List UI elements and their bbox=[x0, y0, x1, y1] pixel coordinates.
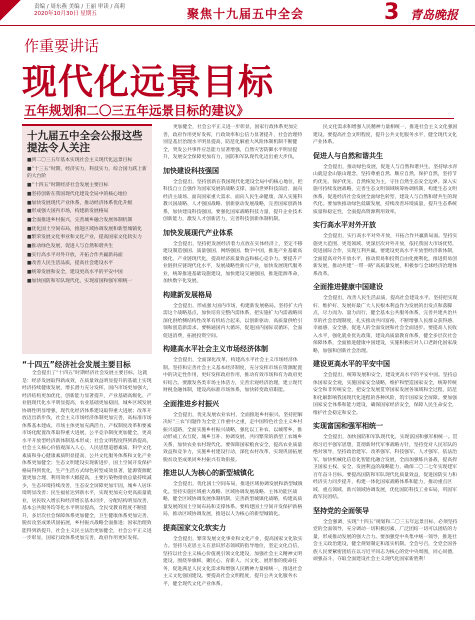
highlight-item: ■改善人民生活品质，提高社会建设水平 bbox=[27, 261, 114, 267]
highlight-item: ■到二〇三五年基本实现社会主义现代化远景目标 bbox=[27, 158, 133, 163]
header-decoration bbox=[0, 0, 26, 26]
paragraph: 全会提出，改善人民生活品质，提高社会建设水平。坚持把实现好、维护好、发展好最广大人民根本利益作为发展的出发点和落脚点，尽力而为、量力而行，健全基本公共服务体系，完善共建共治共享的社会治理制度，扎实推动共同富裕，不断增强人民群众获得感、幸福感、安全感，促进人的全面发展和社会全面进步。要提高人民收入水平，强化就业优先政策，建设高质量教育体系，健全多层次社会保障体系，全面推进健康中国建设，实施积极应对人口老龄化国家战略，加强和创新社会治理。 bbox=[313, 296, 458, 354]
section-heading: 建设更高水平的平安中国 bbox=[313, 360, 390, 368]
paragraph: 全会提出了“十四五”时期经济社会发展主要目标，这就是：经济发展取得新成效，在质量效益明显提升的基础上实现经济持续健康发展，增长潜力充分发挥，国内市场更加强大，经济结构更加优化，创新能力显著提升，产业基础高级化、产业链现代化水平明显提高，农业基础更加稳固，城乡区域发展协调性明显增强，现代化经济体系建设取得重大进展；改革开放迈出新步伐，社会主义市场经济体制更加完善，高标准市场体系基本建成，市场主体更加充满活力，产权制度改革和要素市场化配置改革取得重大进展，公平竞争制度更加健全，更高水平开放型经济新体制基本形成；社会文明程度得到新提高，社会主义核心价值观深入人心，人民思想道德素质、科学文化素质和身心健康素质明显提高，公共文化服务体系和文化产业体系更加健全；生态文明建设实现新进步，国土空间开发保护格局得到优化，生产生活方式绿色转型成效显著，能源资源配置更加合理、利用效率大幅提高，主要污染物排放总量持续减少，生态环境持续改善，生态安全屏障更加牢固，城乡人居环境明显改善；民生福祉达到新水平，实现更加充分更高质量就业，居民收入增长和经济增长基本同步，分配结构明显改善，基本公共服务均等化水平明显提高，全民受教育程度不断提升，多层次社会保障体系更加健全，卫生健康体系更加完善，脱贫攻坚成果巩固拓展，乡村振兴战略全面推进；国家治理效能得到新提升，社会主义民主法治更加健全，社会公平正义进一步彰显，国家行政体系更加完善，政府作用更好发挥。 bbox=[22, 371, 152, 541]
highlight-item: ■形成强大国内市场，构建新发展格局 bbox=[27, 209, 109, 215]
paragraph: 全会提出，统筹发展和安全，建设更高水平的平安中国。坚持总体国家安全观，实施国家安全战略，维护和塑造国家安全，统筹传统安全和非传统安全，把安全发展贯穿国家发展各领域和全过程，防范和化解影响我国现代化进程的各种风险，筑牢国家安全屏障。要加强国家安全体系和能力建设，确保国家经济安全，保障人民生命安全，维护社会稳定和安全。 bbox=[313, 373, 458, 416]
headline-rule bbox=[24, 118, 454, 119]
headline: 现代化远景目标 bbox=[22, 63, 275, 103]
header-meta bbox=[34, 4, 125, 18]
paragraph: 全会提出，坚持把发展经济着力点放在实体经济上，坚定不移建设制造强国、质量强国、网络强国、数字中国，推进产业基础高级化、产业链现代化，提高经济质量效益和核心竞争力。要提升产业链供应链现代化水平，发展战略性新兴产业，加快发展现代服务业，统筹推进基础设施建设，加快建设交通强国，推进能源革命，加快数字化发展。 bbox=[163, 241, 303, 284]
section-heading: 全面推进乡村振兴 bbox=[163, 399, 219, 408]
column-2-sections bbox=[163, 166, 303, 589]
highlight-item: ■优化国土空间布局，推进区域协调发展和新型城镇化 bbox=[27, 226, 142, 232]
section-heading: 全面推进健康中国建设 bbox=[313, 283, 383, 291]
editor-credits: 责编 / 周东燕 美编 / 王丽 审读 / 高莉 bbox=[34, 4, 126, 10]
highlights-box bbox=[22, 124, 152, 354]
paragraph: 更加健全，社会公平正义进一步彰显，国家行政体系更加完善，政府作用更好发挥，行政效率和公信力显著提升，社会治理特别是基层治理水平明显提高，防范化解重大风险体制机制不断健全，突发公共事件应急能力显著增强，自然灾害防御水平明显提升，发展安全保障更加有力，国防和军队现代化迈出重大步伐。 bbox=[163, 125, 303, 160]
headline-kicker: 作重要讲话 bbox=[24, 37, 100, 55]
section-title: 聚焦十九届五中全会 bbox=[187, 7, 305, 21]
paragraph: 民文化需求和增强人民精神力量相统一，推进社会主义文化强国建设。要提高社会文明程度，提升公共文化服务水平，健全现代文化产业体系。 bbox=[313, 125, 458, 145]
section-heading: 实行高水平对外开放 bbox=[313, 221, 376, 229]
newspaper-logo: 青岛晚报 bbox=[410, 8, 459, 22]
section-heading: 促进人与自然和谐共生 bbox=[313, 151, 383, 160]
section-heading: 加快发展现代产业体系 bbox=[163, 228, 233, 237]
section-heading: 坚持党的全面领导 bbox=[313, 506, 369, 515]
highlights-title: 十九届五中全会公报这些提法令人关注 bbox=[27, 130, 143, 154]
column-3-sections bbox=[313, 151, 458, 564]
section-heading-goals: “十四五”经济社会发展主要目标 bbox=[22, 360, 131, 369]
section-heading: 构建高水平社会主义市场经济体制 bbox=[163, 345, 268, 353]
highlight-item: ■实行高水平对外开放，开拓合作共赢新局面 bbox=[27, 252, 123, 258]
highlight-item: ■加快发展现代产业体系，推动经济体系优化升级 bbox=[27, 200, 133, 206]
page-number: 3 bbox=[384, 0, 400, 25]
highlight-item: ■推动绿色发展，促进人与自然和谐共生 bbox=[27, 244, 114, 250]
paragraph: 全会提出，实行高水平对外开放，开拓合作共赢新局面。坚持实施更大范围、更宽领域、更深层次对外开放，依托我国大市场优势，促进国际合作，实现互利共赢。要建设更高水平开放型经济新体制，全面提高对外开放水平，推动贸易和投资自由化便利化，推进贸易创新发展，推动共建“一带一路”高质量发展，积极参与全球经济治理体系改革。 bbox=[313, 234, 458, 277]
highlights-list bbox=[27, 157, 147, 286]
paragraph: 全会提出，推动绿色发展，促进人与自然和谐共生。坚持绿水青山就是金山银山理念，坚持尊重自然、顺应自然、保护自然，坚持节约优先、保护优先、自然恢复为主，守住自然生态安全边界。深入实施可持续发展战略，完善生态文明领域统筹协调机制，构建生态文明体系，促进经济社会发展全面绿色转型，建设人与自然和谐共生的现代化。要加快推动绿色低碳发展，持续改善环境质量，提升生态系统质量和稳定性，全面提高资源利用效率。 bbox=[313, 164, 458, 215]
column-3-body bbox=[313, 124, 458, 619]
highlight-item: ■“十三五”时期，经济实力、科技实力、综合国力跃上新的大台阶 bbox=[27, 166, 147, 180]
issue-date: 2020年10月30日 星期五 bbox=[34, 11, 97, 17]
subheadline: 五年规划和二〇三五年远景目标的建议》 bbox=[24, 103, 250, 118]
section-heading: 实现富国和强军相统一 bbox=[313, 422, 383, 430]
paragraph: 全会提出，全面深化改革，构建高水平社会主义市场经济体制。坚持和完善社会主义基本经济制度，充分发挥市场在资源配置中的决定性作用，更好发挥政府作用，推动有效市场和有为政府更好结合。要激发各类市场主体活力，完善宏观经济治理，建立现代财税金融体制，建设高标准市场体系，加快转变政府职能。 bbox=[163, 358, 303, 393]
paragraph: 全会强调，实现“十四五”规划和二〇三五年远景目标，必须坚持党的全面领导，充分调动一切积极因素，广泛团结一切可以团结的力量，形成推动发展的强大合力。要加强党中央集中统一领导，推进社会主义政治建设，健全规划制定和落实机制。全会号召，全党全国各族人民要紧密团结在以习近平同志为核心的党中央周围，同心同德，顽强奋斗，夺取全面建设社会主义现代化国家新胜利！ bbox=[313, 519, 458, 562]
highlight-item: ■全面推进乡村振兴，完善城乡融合发展体制机制 bbox=[27, 217, 133, 223]
section-heading: 构建新发展格局 bbox=[163, 290, 212, 299]
section-heading: 推进以人为核心的新型城镇化 bbox=[163, 469, 254, 477]
highlight-item: ■“十四五”时期经济社会发展主要目标 bbox=[27, 183, 109, 189]
highlight-item: ■坚持创新在我国现代化建设全局中的核心地位 bbox=[27, 191, 128, 197]
paragraph: 全会提出，优化国土空间布局，推进区域协调发展和新型城镇化。坚持实施区域重大战略、区域协调发展战略、主体功能区战略，健全区域协调发展体制机制，完善新型城镇化战略，构建高质量发展的国土空间布局和支撑体系。要构建国土空间开发保护新格局，推动区域协调发展，推进以人为核心的新型城镇化。 bbox=[163, 482, 303, 517]
highlight-item: ■统筹发展和安全，建设更高水平的平安中国 bbox=[27, 270, 123, 276]
paragraph: 全会提出，繁荣发展文化事业和文化产业，提高国家文化软实力。坚持马克思主义在意识形态领域的指导地位，坚定文化自信，坚持以社会主义核心价值观引领文化建设，加强社会主义精神文明建设，围绕举旗帜、聚民心、育新人、兴文化、展形象的使命任务，促进满足人民文化需求和增强人民精神力量相统一，推进社会主义文化强国建设。要提高社会文明程度，提升公共文化服务水平，健全现代文化产业体系。 bbox=[163, 536, 303, 587]
section-heading: 加快建设科技强国 bbox=[163, 166, 219, 175]
column-2-body bbox=[163, 124, 303, 619]
highlight-item: ■加快国防和军队现代化，实现富国和强军相统一 bbox=[27, 278, 133, 284]
page-header bbox=[0, 0, 475, 26]
highlight-item: ■繁荣发展文化事业和文化产业，提高国家文化软实力 bbox=[27, 235, 142, 241]
paragraph: 全会提出，优先发展农业农村，全面推进乡村振兴。坚持把解决好“三农”问题作为全党工作重中之重，走中国特色社会主义乡村振兴道路，全面实施乡村振兴战略，强化以工补农、以城带乡，推动形成工农互促、城乡互补、协调发展、共同繁荣的新型工农城乡关系，加快农业农村现代化。要保障国家粮食安全，提高农业质量效益和竞争力，实施乡村建设行动，深化农村改革，实现巩固拓展脱贫攻坚成果同乡村振兴有效衔接。 bbox=[163, 412, 303, 463]
paragraph: 全会提出，加快国防和军队现代化，实现富国和强军相统一。贯彻习近平强军思想，贯彻新时代军事战略方针，坚持党对人民军队的绝对领导，坚持政治建军、改革强军、科技强军、人才强军、依法治军，加快机械化信息化智能化融合发展，全面加强练兵备战，提高捍卫国家主权、安全、发展利益的战略能力，确保二〇二七年实现建军百年奋斗目标。要提高国防和军队现代化质量效益，促进国防实力和经济实力同步提升，构建一体化国家战略体系和能力，推动重点区域、重点领域、新兴领域协调发展，优化国防科技工业布局，巩固军政军民团结。 bbox=[313, 435, 458, 500]
column-1-body bbox=[22, 370, 152, 615]
section-heading: 提高国家文化软实力 bbox=[163, 523, 226, 532]
paragraph: 全会提出，坚持创新在我国现代化建设全局中的核心地位，把科技自立自强作为国家发展的战略支撑，面向世界科技前沿、面向经济主战场、面向国家重大需求、面向人民生命健康，深入实施科教兴国战略、人才强国战略、创新驱动发展战略，完善国家创新体系，加快建设科技强国。要强化国家战略科技力量，提升企业技术创新能力，激发人才创新活力，完善科技创新体制机制。 bbox=[163, 179, 303, 222]
paragraph: 全会提出，形成强大国内市场，构建新发展格局。坚持扩大内需这个战略基点，加快培育完整内需体系，把实施扩大内需战略同深化供给侧结构性改革有机结合起来，以创新驱动、高质量供给引领和创造新需求。要畅通国内大循环，促进国内国际双循环，全面促进消费，拓展投资空间。 bbox=[163, 303, 303, 339]
